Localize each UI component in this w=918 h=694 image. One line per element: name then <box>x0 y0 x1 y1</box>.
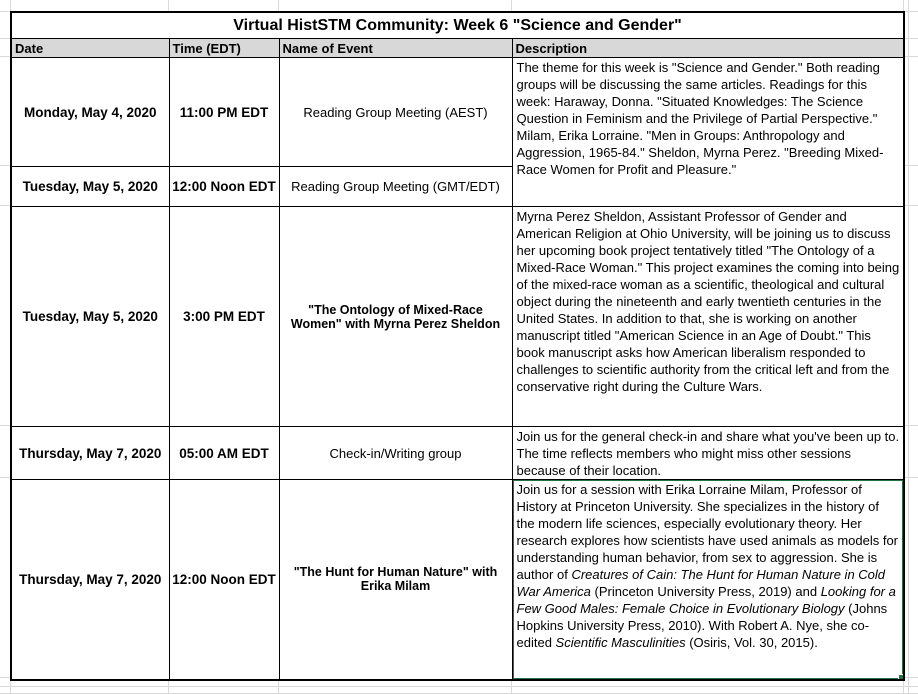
cell-time-row5[interactable]: 12:00 Noon EDT <box>169 480 279 680</box>
sheet-title[interactable]: Virtual HistSTM Community: Week 6 "Science and Gender" <box>11 12 904 39</box>
fill-handle[interactable] <box>898 674 904 680</box>
title-row <box>11 12 904 39</box>
cell-description-row5-selected[interactable] <box>512 480 904 680</box>
cell-date-row3[interactable]: Tuesday, May 5, 2020 <box>11 207 169 427</box>
cell-time-row4[interactable]: 05:00 AM EDT <box>169 427 279 480</box>
events-table <box>10 11 905 681</box>
cell-date-row1[interactable]: Monday, May 4, 2020 <box>11 58 169 167</box>
column-header-date[interactable]: Date <box>11 39 169 58</box>
gridline <box>0 686 918 687</box>
cell-description-row3[interactable]: Myrna Perez Sheldon, Assistant Professor of Gender and American Religion at Ohio University, will be joining us to discuss her upcoming book project tentatively titled "The Ontology of a Mixed-Race Woman." This project examines the coming into being of the mixed-race woman as a scientific, theological and cultural object during the nineteenth and early twentieth centuries in the United States. In addition to that, she is working on another manuscript titled "American Science in an Age of Doubt." This book manuscript asks how American liberalism responded to challenges to scientific authority from the critical left and from the conservative right during the Culture Wars. <box>512 207 904 427</box>
table-row <box>11 207 904 427</box>
rich-description-text: Join us for a session with Erika Lorraine Milam, Professor of History at Princeton University. She specializes in the history of the modern life sciences, especially evolutionary theory. Her research explores how scientists have used animals as models for understanding human behavior, from sex to aggression. She is author of Creatures of Cain: The Hunt for Human Nature in Cold War America (Princeton University Press, 2019) and Looking for a Few Good Males: Female Choice in Evolutionary Biology (Johns Hopkins University Press, 2010). With Robert A. Nye, she co-edited Scientific Masculinities (Osiris, Vol. 30, 2015). <box>516 482 899 650</box>
column-header-description[interactable]: Description <box>512 39 904 58</box>
cell-date-row5[interactable]: Thursday, May 7, 2020 <box>11 480 169 680</box>
table-row <box>11 58 904 167</box>
table-row <box>11 480 904 680</box>
column-header-row <box>11 39 904 58</box>
cell-date-row2[interactable]: Tuesday, May 5, 2020 <box>11 167 169 207</box>
cell-time-row3[interactable]: 3:00 PM EDT <box>169 207 279 427</box>
cell-event-row3[interactable]: "The Ontology of Mixed-Race Women" with Myrna Perez Sheldon <box>279 207 512 427</box>
cell-event-row1[interactable]: Reading Group Meeting (AEST) <box>279 58 512 167</box>
table-row <box>11 427 904 480</box>
cell-time-row1[interactable]: 11:00 PM EDT <box>169 58 279 167</box>
cell-event-row5[interactable]: "The Hunt for Human Nature" with Erika Milam <box>279 480 512 680</box>
gridline <box>908 0 909 694</box>
column-header-time[interactable]: Time (EDT) <box>169 39 279 58</box>
cell-description-row4[interactable]: Join us for the general check-in and share what you've been up to. The time reflects members who might miss other sessions because of their location. <box>512 427 904 480</box>
cell-event-row4[interactable]: Check-in/Writing group <box>279 427 512 480</box>
cell-description-rows1-2[interactable]: The theme for this week is "Science and Gender." Both reading groups will be discussing the same articles. Readings for this week: Haraway, Donna. "Situated Knowledges: The Science Question in Feminism and the Privilege of Partial Perspective." Milam, Erika Lorraine. "Men in Groups: Anthropology and Aggression, 1965-84." Sheldon, Myrna Perez. "Breeding Mixed-Race Women for Profit and Pleasure." <box>512 58 904 207</box>
cell-event-row2[interactable]: Reading Group Meeting (GMT/EDT) <box>279 167 512 207</box>
cell-time-row2[interactable]: 12:00 Noon EDT <box>169 167 279 207</box>
column-header-event[interactable]: Name of Event <box>279 39 512 58</box>
cell-date-row4[interactable]: Thursday, May 7, 2020 <box>11 427 169 480</box>
